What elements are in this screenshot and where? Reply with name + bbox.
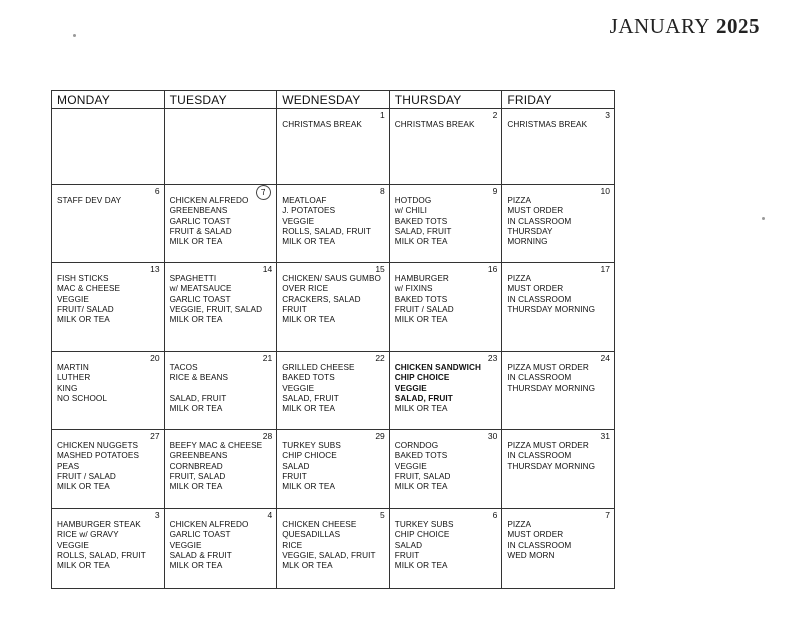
menu-line: RICE w/ GRAVY — [57, 530, 119, 540]
menu-line: FRUIT / SALAD — [394, 304, 454, 314]
menu-line: VEGGIE — [282, 216, 315, 226]
menu-line: CHICKEN CHEESE — [282, 520, 357, 529]
menu-line: MLK OR TEA — [282, 561, 333, 571]
week-row — [52, 352, 615, 430]
day-number: 2 — [492, 110, 498, 120]
menu-line: IN CLASSROOM — [507, 540, 572, 550]
day-number: 28 — [262, 431, 273, 441]
day-cell — [502, 352, 615, 430]
day-number: 1 — [380, 110, 385, 120]
day-cell — [502, 109, 615, 185]
menu-line: HOTDOG — [394, 196, 432, 205]
week-row — [52, 185, 615, 263]
menu-line: GARLIC TOAST — [169, 294, 231, 304]
menu-line: FRUIT / SALAD — [57, 471, 116, 481]
menu-line: PIZZA MUST ORDER — [507, 363, 589, 372]
day-number: 10 — [600, 186, 610, 196]
menu-line: MEATLOAF — [282, 196, 327, 205]
menu-line: w/ CHILI — [394, 206, 427, 216]
menu-line: MILK OR TEA — [169, 237, 223, 247]
day-number: 6 — [154, 186, 160, 196]
day-number: 31 — [600, 431, 610, 441]
day-cell — [277, 109, 390, 185]
menu-line — [170, 384, 277, 394]
scan-speck — [762, 217, 765, 220]
menu-line: CHICKEN NUGGETS — [57, 441, 139, 450]
day-cell — [164, 185, 277, 263]
title-year: 2025 — [716, 14, 760, 38]
menu-items — [165, 430, 277, 492]
menu-line: MARTIN — [57, 363, 89, 372]
day-number: 8 — [380, 186, 385, 196]
menu-line: BAKED TOTS — [282, 373, 335, 383]
menu-line: CORNDOG — [394, 441, 439, 450]
day-cell — [389, 185, 502, 263]
menu-line: MILK OR TEA — [394, 561, 448, 571]
menu-line: GRILLED CHEESE — [282, 363, 355, 372]
week-row — [52, 509, 615, 589]
day-cell — [52, 352, 165, 430]
menu-line: CHICKEN SANDWICH — [394, 363, 481, 372]
menu-items — [390, 430, 502, 492]
day-cell — [164, 430, 277, 509]
day-cell — [389, 352, 502, 430]
menu-items — [165, 109, 277, 120]
menu-line: SALAD — [394, 540, 423, 550]
header-friday: FRIDAY — [502, 91, 615, 109]
menu-line: FRUIT — [282, 304, 307, 314]
day-number: 27 — [150, 431, 160, 441]
menu-items — [52, 185, 164, 206]
menu-line: MILK OR TEA — [394, 237, 448, 247]
menu-items — [390, 185, 502, 247]
day-number: 23 — [487, 353, 498, 363]
menu-items — [277, 509, 389, 571]
menu-line: FRUIT — [282, 471, 307, 481]
menu-line: MILK OR TEA — [394, 404, 448, 414]
header-thursday: THURSDAY — [389, 91, 502, 109]
menu-items — [390, 509, 502, 571]
menu-items — [390, 263, 502, 325]
menu-line: CHRISTMAS BREAK — [394, 120, 475, 129]
menu-line: KING — [57, 383, 78, 393]
menu-line: VEGGIE — [394, 461, 427, 471]
menu-line: CHICKEN ALFREDO — [169, 196, 249, 205]
day-cell — [52, 185, 165, 263]
menu-line: CHIP CHOICE — [394, 530, 450, 540]
day-cell — [389, 263, 502, 352]
menu-line: TURKEY SUBS — [394, 520, 454, 529]
menu-line: J. POTATOES — [282, 206, 336, 216]
menu-items — [165, 352, 277, 414]
menu-line: VEGGIE, FRUIT, SALAD — [169, 304, 263, 314]
menu-line: HAMBURGER — [394, 274, 449, 283]
menu-items — [52, 509, 164, 571]
day-number: 21 — [262, 353, 273, 363]
menu-items — [277, 109, 389, 130]
menu-line: IN CLASSROOM — [507, 216, 572, 226]
day-number: 16 — [487, 264, 498, 274]
menu-line: w/ FIXINS — [394, 284, 433, 294]
day-cell — [52, 430, 165, 509]
menu-line: MILK OR TEA — [169, 404, 223, 414]
menu-line: RICE & BEANS — [169, 373, 229, 383]
menu-line: MASHED POTATOES — [57, 451, 140, 461]
page-title — [610, 14, 760, 39]
menu-line: MILK OR TEA — [57, 561, 110, 571]
menu-items — [277, 430, 389, 492]
menu-line: NO SCHOOL — [57, 393, 108, 403]
day-number: 30 — [487, 431, 498, 441]
menu-line: CRACKERS, SALAD — [282, 294, 361, 304]
day-cell — [164, 109, 277, 185]
menu-items — [502, 263, 614, 315]
menu-line: PIZZA — [507, 274, 532, 283]
menu-line: SALAD, FRUIT — [394, 393, 453, 403]
header-tuesday: TUESDAY — [164, 91, 277, 109]
header-wednesday: WEDNESDAY — [277, 91, 390, 109]
menu-line: BAKED TOTS — [394, 294, 448, 304]
menu-items — [502, 352, 614, 394]
menu-line: MILK OR TEA — [169, 315, 223, 325]
day-number: 6 — [492, 510, 498, 520]
day-cell — [389, 430, 502, 509]
menu-line: MILK OR TEA — [282, 404, 336, 414]
scan-speck — [73, 34, 76, 37]
menu-line: CHRISTMAS BREAK — [507, 120, 588, 129]
menu-line: WED MORN — [507, 550, 555, 560]
menu-items — [502, 185, 614, 247]
menu-line: FISH STICKS — [57, 274, 109, 283]
menu-line: SALAD, FRUIT — [394, 226, 452, 236]
day-cell — [277, 185, 390, 263]
menu-line: SALAD — [282, 461, 310, 471]
menu-line: VEGGIE — [282, 383, 315, 393]
day-number: 17 — [600, 264, 610, 274]
day-number: 22 — [375, 353, 385, 363]
menu-items — [390, 352, 502, 414]
day-cell — [52, 509, 165, 589]
menu-line: MILK OR TEA — [169, 482, 223, 492]
menu-line: PIZZA — [507, 196, 532, 205]
menu-line: QUESADILLAS — [282, 530, 341, 540]
menu-line: CHRISTMAS BREAK — [282, 120, 362, 129]
day-cell — [52, 263, 165, 352]
menu-line: MORNING — [507, 237, 548, 247]
day-number: 3 — [154, 510, 160, 520]
day-number: 24 — [600, 353, 610, 363]
day-number: 7 — [255, 185, 272, 201]
day-number: 15 — [375, 264, 385, 274]
menu-items — [502, 509, 614, 561]
day-number: 9 — [492, 186, 498, 196]
menu-line: MILK OR TEA — [57, 482, 110, 492]
header-monday: MONDAY — [52, 91, 165, 109]
menu-line: MILK OR TEA — [282, 482, 336, 492]
menu-line: VEGGIE — [169, 540, 202, 550]
menu-items — [165, 263, 277, 325]
menu-line: FRUIT, SALAD — [394, 471, 451, 481]
menu-line: MILK OR TEA — [282, 237, 336, 247]
day-number: 3 — [605, 110, 610, 120]
menu-line: PEAS — [57, 461, 80, 471]
menu-line: MUST ORDER — [507, 284, 564, 294]
menu-items — [165, 509, 277, 571]
menu-line: HAMBURGER STEAK — [57, 520, 141, 529]
week-row — [52, 430, 615, 509]
day-cell — [277, 509, 390, 589]
menu-line: GREENBEANS — [169, 451, 228, 461]
menu-line: THURSDAY MORNING — [507, 461, 596, 471]
menu-line: THURSDAY — [507, 226, 553, 236]
menu-items — [390, 109, 502, 130]
menu-line: SALAD & FRUIT — [169, 550, 232, 560]
day-cell — [502, 509, 615, 589]
day-number: 29 — [375, 431, 385, 441]
menu-line: ROLLS, SALAD, FRUIT — [57, 550, 146, 560]
menu-line: GREENBEANS — [169, 206, 228, 216]
menu-line: VEGGIE, SALAD, FRUIT — [282, 550, 376, 560]
menu-line: VEGGIE — [57, 294, 89, 304]
day-number: 14 — [262, 264, 273, 274]
menu-line: CHICKEN ALFREDO — [169, 520, 249, 529]
day-cell — [164, 352, 277, 430]
menu-line: SPAGHETTI — [169, 274, 217, 283]
menu-items — [52, 352, 164, 404]
menu-line: IN CLASSROOM — [507, 451, 572, 461]
menu-line: ROLLS, SALAD, FRUIT — [282, 226, 371, 236]
menu-line: FRUIT — [394, 550, 420, 560]
menu-calendar — [51, 90, 615, 589]
menu-line: VEGGIE — [57, 540, 89, 550]
menu-line: BAKED TOTS — [394, 216, 448, 226]
menu-line: RICE — [282, 540, 303, 550]
week-row — [52, 263, 615, 352]
menu-items — [277, 185, 389, 247]
menu-line: STAFF DEV DAY — [57, 196, 122, 205]
menu-items — [277, 352, 389, 414]
menu-line: MAC & CHEESE — [57, 284, 121, 294]
menu-line: MILK OR TEA — [394, 315, 448, 325]
menu-line: FRUIT/ SALAD — [57, 304, 114, 314]
menu-line: GARLIC TOAST — [169, 530, 231, 540]
day-cell — [52, 109, 165, 185]
menu-items — [502, 109, 614, 130]
menu-line: THURSDAY MORNING — [507, 304, 596, 314]
day-cell — [389, 109, 502, 185]
menu-line: GARLIC TOAST — [169, 216, 231, 226]
menu-items — [52, 109, 164, 120]
menu-items — [52, 430, 164, 492]
day-number: 13 — [150, 264, 160, 274]
menu-line: BEEFY MAC & CHEESE — [169, 441, 263, 450]
menu-line: PIZZA — [507, 520, 532, 529]
day-number: 4 — [267, 510, 273, 520]
title-month: JANUARY — [609, 14, 710, 38]
menu-line: CHIP CHIOCE — [282, 451, 337, 461]
menu-line: SALAD, FRUIT — [282, 393, 339, 403]
day-cell — [502, 430, 615, 509]
menu-items — [277, 263, 389, 325]
day-cell — [164, 509, 277, 589]
day-number: 5 — [380, 510, 385, 520]
menu-line: CHIP CHOICE — [394, 373, 450, 383]
menu-line: CHICKEN/ SAUS GUMBO — [282, 274, 381, 283]
day-cell — [277, 263, 390, 352]
day-cell — [277, 430, 390, 509]
menu-line: TACOS — [169, 363, 198, 372]
menu-line: FRUIT & SALAD — [169, 226, 232, 236]
menu-line: TURKEY SUBS — [282, 441, 341, 450]
menu-line: THURSDAY MORNING — [507, 383, 596, 393]
menu-line: SALAD, FRUIT — [169, 393, 227, 403]
menu-items — [502, 430, 614, 472]
menu-line: MILK OR TEA — [169, 561, 223, 571]
menu-line: FRUIT, SALAD — [169, 471, 226, 481]
day-number: 20 — [150, 353, 160, 363]
menu-line: MUST ORDER — [507, 206, 564, 216]
menu-line: MILK OR TEA — [394, 482, 448, 492]
menu-line: VEGGIE — [394, 383, 427, 393]
menu-line: OVER RICE — [282, 284, 329, 294]
menu-line: CORNBREAD — [169, 461, 223, 471]
week-row — [52, 109, 615, 185]
menu-line: BAKED TOTS — [394, 451, 448, 461]
day-cell — [389, 509, 502, 589]
menu-line: MILK OR TEA — [282, 315, 336, 325]
menu-line: LUTHER — [57, 373, 91, 383]
day-cell — [277, 352, 390, 430]
menu-line: IN CLASSROOM — [507, 294, 572, 304]
menu-line: IN CLASSROOM — [507, 373, 572, 383]
day-cell — [164, 263, 277, 352]
day-cell — [502, 185, 615, 263]
menu-line: PIZZA MUST ORDER — [507, 441, 589, 450]
menu-items — [52, 263, 164, 325]
menu-line: MUST ORDER — [507, 530, 564, 540]
menu-line: w/ MEATSAUCE — [169, 284, 232, 294]
menu-line: MILK OR TEA — [57, 315, 110, 325]
day-cell — [502, 263, 615, 352]
weekday-header-row — [52, 91, 615, 109]
day-number: 7 — [605, 510, 610, 520]
